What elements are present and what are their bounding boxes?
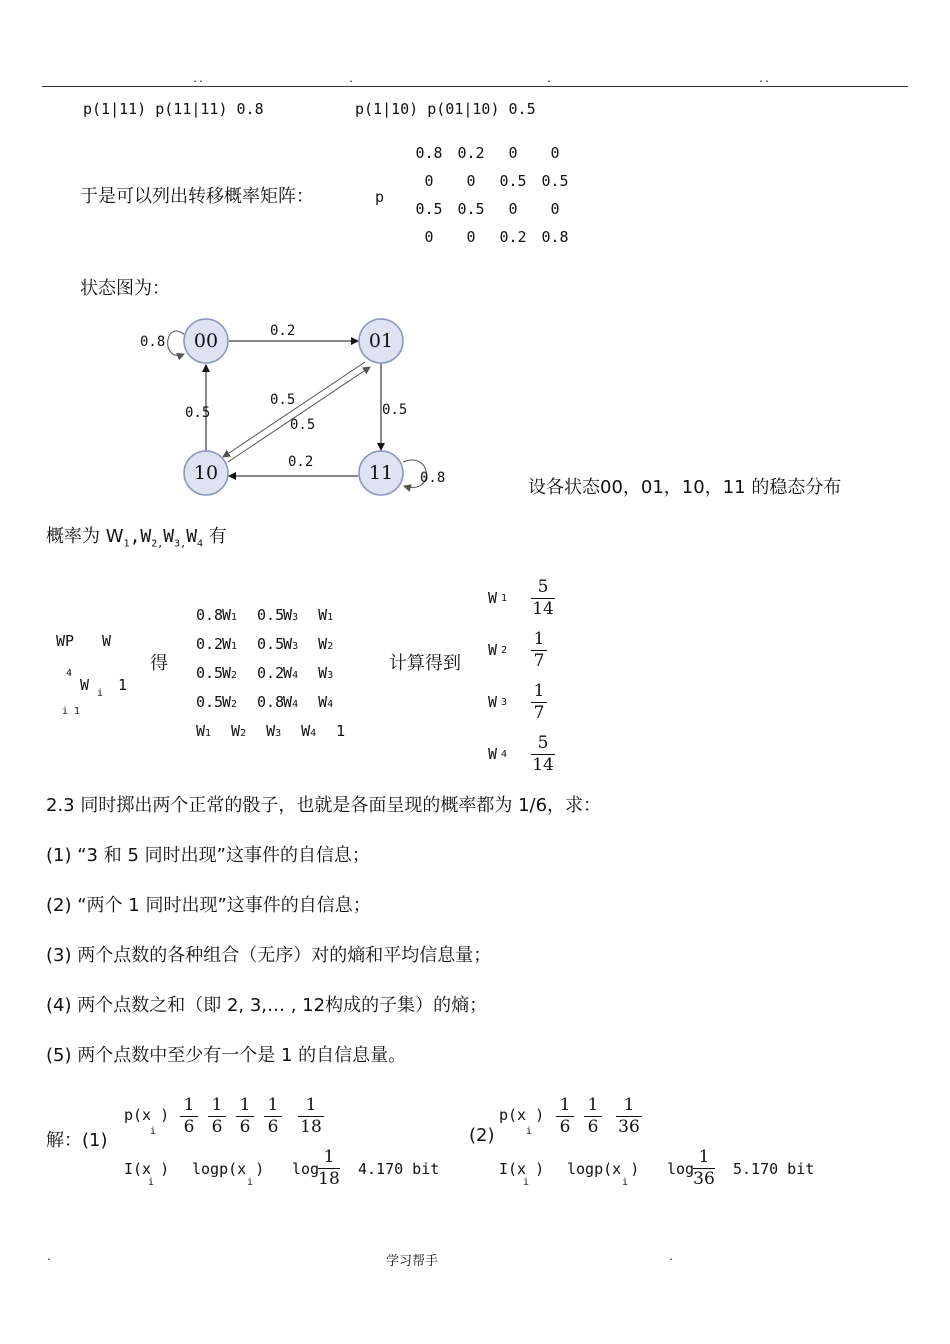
coef: 0.5 bbox=[196, 693, 224, 711]
var: W bbox=[231, 722, 241, 740]
var: W bbox=[196, 722, 206, 740]
prob-text: 概率为 W bbox=[46, 526, 124, 547]
denominator: 6 bbox=[183, 1117, 195, 1137]
footer-right-mark: . bbox=[668, 1252, 675, 1263]
result-row bbox=[488, 624, 555, 676]
denominator: 6 bbox=[587, 1117, 599, 1137]
matrix-cell: 0.5 bbox=[415, 200, 443, 218]
var-sub: 2 bbox=[240, 728, 247, 739]
sol2-log2: log bbox=[667, 1160, 695, 1178]
footer-left-mark: . bbox=[46, 1252, 53, 1263]
sol1-px: p(x ) bbox=[124, 1106, 170, 1124]
transition-matrix bbox=[408, 144, 576, 246]
edge-01-10 bbox=[223, 362, 365, 457]
matrix-symbol: p bbox=[375, 188, 385, 206]
equation-system bbox=[196, 602, 345, 747]
header-rule bbox=[42, 86, 908, 87]
problem-item-5: (5) 两个点数中至少有一个是 1 的自信息量。 bbox=[46, 1045, 407, 1066]
sol1-log-fraction bbox=[318, 1148, 340, 1189]
solution-label: 解：(1) bbox=[46, 1130, 108, 1151]
fraction bbox=[264, 1096, 282, 1137]
matrix-cell: 0 bbox=[466, 172, 476, 190]
matrix-cell: 0 bbox=[424, 228, 434, 246]
fraction bbox=[616, 1096, 642, 1137]
var: W bbox=[283, 635, 293, 653]
w2-sub: 2, bbox=[151, 538, 164, 550]
header-mark-2: . bbox=[348, 74, 355, 85]
label-01-11: 0.5 bbox=[382, 402, 408, 418]
numerator: 1 bbox=[305, 1095, 317, 1115]
fraction bbox=[298, 1096, 324, 1137]
result-fraction bbox=[531, 630, 547, 671]
sol1-value: 4.170 bit bbox=[358, 1160, 440, 1178]
var-sub: 1 bbox=[231, 641, 238, 652]
label-self-11: 0.8 bbox=[420, 470, 446, 486]
rhs-sub: 3 bbox=[327, 670, 334, 681]
var: W bbox=[222, 606, 232, 624]
equation-row-sum bbox=[196, 718, 345, 747]
var-sub: 1 bbox=[231, 612, 238, 623]
numerator: 1 bbox=[211, 1095, 223, 1115]
problem-item-1: (1) “3 和 5 同时出现”这事件的自信息； bbox=[46, 845, 370, 866]
fraction bbox=[180, 1096, 198, 1137]
matrix-cell: 0.5 bbox=[541, 172, 569, 190]
header-mark-3: . bbox=[546, 74, 553, 85]
var: W bbox=[266, 722, 276, 740]
state-diagram bbox=[120, 310, 460, 510]
label-00-01: 0.2 bbox=[270, 323, 296, 339]
w3: W bbox=[163, 526, 175, 547]
rhs-sub: 4 bbox=[327, 699, 334, 710]
problem-title: 2.3 同时掷出两个正常的骰子，也就是各面呈现的概率都为 1/6，求： bbox=[46, 795, 602, 816]
sol2-fractions bbox=[556, 1096, 642, 1137]
matrix-cell: 0.2 bbox=[499, 228, 527, 246]
matrix-cell: 0 bbox=[508, 200, 518, 218]
sol2-log-fraction bbox=[693, 1148, 715, 1189]
w3-sub: 3, bbox=[174, 538, 187, 550]
numerator: 1 bbox=[698, 1147, 710, 1167]
sum-one: 1 bbox=[118, 676, 128, 694]
rhs-sub: 1 bbox=[327, 612, 334, 623]
w1-sub: 1 bbox=[123, 538, 130, 550]
numerator: 1 bbox=[623, 1095, 635, 1115]
denominator: 14 bbox=[532, 598, 554, 619]
result-sub: 4 bbox=[501, 748, 508, 760]
fraction bbox=[208, 1096, 226, 1137]
sol1-ix-sub: i bbox=[148, 1177, 155, 1188]
denominator: 6 bbox=[559, 1117, 571, 1137]
result-var: W bbox=[488, 641, 498, 659]
sol2-log: logp(x ) bbox=[567, 1160, 640, 1178]
sum-w-sub: i bbox=[97, 688, 104, 699]
var-sub: 1 bbox=[205, 728, 212, 739]
sol2-log-sub: i bbox=[622, 1177, 629, 1188]
coef: 0.5 bbox=[196, 664, 224, 682]
denominator: 18 bbox=[318, 1169, 340, 1189]
sol1-log-sub: i bbox=[247, 1177, 254, 1188]
coef: 0.2 bbox=[257, 664, 285, 682]
matrix-cell: 0.8 bbox=[415, 144, 443, 162]
result-sub: 2 bbox=[501, 644, 508, 656]
denominator: 36 bbox=[693, 1169, 715, 1189]
denominator: 18 bbox=[300, 1117, 322, 1137]
sol1-px-sub: i bbox=[150, 1126, 157, 1137]
sol1-fractions bbox=[180, 1096, 324, 1137]
label-self-00: 0.8 bbox=[140, 334, 166, 350]
rhs-sub: 2 bbox=[327, 641, 334, 652]
problem-item-3: (3) 两个点数的各种组合（无序）对的熵和平均信息量； bbox=[46, 945, 492, 966]
rhs: W bbox=[318, 664, 328, 682]
var: W bbox=[283, 606, 293, 624]
var-sub: 4 bbox=[310, 728, 317, 739]
fraction bbox=[236, 1096, 254, 1137]
coef: 0.8 bbox=[257, 693, 285, 711]
numerator: 5 bbox=[537, 576, 549, 597]
label-10-01: 0.5 bbox=[290, 417, 316, 433]
fraction bbox=[584, 1096, 602, 1137]
result-var: W bbox=[488, 745, 498, 763]
var: W bbox=[222, 664, 232, 682]
numerator: 1 bbox=[267, 1095, 279, 1115]
matrix-cell: 0.8 bbox=[541, 228, 569, 246]
result-row bbox=[488, 572, 555, 624]
w4: W bbox=[186, 526, 198, 547]
label-11-10: 0.2 bbox=[288, 454, 314, 470]
denominator: 7 bbox=[533, 702, 545, 723]
w4-sub: 4 bbox=[197, 538, 204, 550]
numerator: 1 bbox=[559, 1095, 571, 1115]
var: W bbox=[301, 722, 311, 740]
de-text: 得 bbox=[150, 653, 168, 674]
result-var: W bbox=[488, 693, 498, 711]
steady-state-text: 设各状态00，01，10，11 的稳态分布 bbox=[528, 477, 842, 498]
header-mark-1: .. bbox=[192, 74, 205, 85]
result-fraction bbox=[531, 734, 555, 775]
result-sub: 1 bbox=[501, 592, 508, 604]
matrix-cell: 0 bbox=[550, 144, 560, 162]
sum-sup: 4 bbox=[66, 668, 73, 679]
numerator: 1 bbox=[323, 1147, 335, 1167]
matrix-cell: 0.5 bbox=[457, 200, 485, 218]
var-sub: 4 bbox=[292, 670, 299, 681]
eq-wp: WP bbox=[56, 632, 75, 650]
eq-w: W bbox=[102, 632, 112, 650]
var: W bbox=[222, 635, 232, 653]
sol2-px-sub: i bbox=[526, 1126, 533, 1137]
matrix-cell: 0 bbox=[466, 228, 476, 246]
rhs: W bbox=[318, 693, 328, 711]
denominator: 36 bbox=[618, 1117, 640, 1137]
sol2-value: 5.170 bit bbox=[733, 1160, 815, 1178]
steady-results bbox=[488, 572, 555, 780]
fraction bbox=[556, 1096, 574, 1137]
matrix-cell: 0.5 bbox=[499, 172, 527, 190]
result-fraction bbox=[531, 682, 547, 723]
matrix-cell: 0 bbox=[508, 144, 518, 162]
sol2-ix: I(x ) bbox=[499, 1160, 545, 1178]
header-mark-4: .. bbox=[758, 74, 771, 85]
sol2-px: p(x ) bbox=[499, 1106, 545, 1124]
matrix-cell: 0.2 bbox=[457, 144, 485, 162]
var: W bbox=[222, 693, 232, 711]
footer-center-text: 学习帮手 bbox=[386, 1254, 439, 1269]
var-sub: 4 bbox=[292, 699, 299, 710]
sol1-log: logp(x ) bbox=[192, 1160, 265, 1178]
var-sub: 2 bbox=[231, 699, 238, 710]
node-label-01: 01 bbox=[368, 330, 394, 352]
rhs: 1 bbox=[336, 722, 346, 740]
numerator: 1 bbox=[533, 628, 545, 649]
numerator: 1 bbox=[533, 680, 545, 701]
sol2-ix-sub: i bbox=[523, 1177, 530, 1188]
edge-10-01 bbox=[228, 367, 370, 462]
state-diagram-label: 状态图为： bbox=[80, 278, 170, 299]
result-var: W bbox=[488, 589, 498, 607]
equation-row bbox=[196, 631, 345, 660]
sum-index: i 1 bbox=[62, 706, 81, 717]
var: W bbox=[283, 664, 293, 682]
numerator: 5 bbox=[537, 732, 549, 753]
computed-text: 计算得到 bbox=[389, 653, 461, 674]
matrix-cell: 0 bbox=[424, 172, 434, 190]
result-fraction bbox=[531, 578, 555, 619]
sol1-ix: I(x ) bbox=[124, 1160, 170, 1178]
denominator: 6 bbox=[239, 1117, 251, 1137]
label-01-10: 0.5 bbox=[270, 392, 296, 408]
equation-row bbox=[196, 660, 345, 689]
problem-item-2: (2) “两个 1 同时出现”这事件的自信息； bbox=[46, 895, 371, 916]
sum-w: W bbox=[80, 676, 90, 694]
coef: 0.2 bbox=[196, 635, 224, 653]
node-label-00: 00 bbox=[193, 330, 219, 352]
var: W bbox=[283, 693, 293, 711]
transition-prob-left: p(1|11) p(11|11) 0.8 bbox=[83, 100, 264, 118]
matrix-label: 于是可以列出转移概率矩阵： bbox=[80, 186, 314, 207]
var-sub: 3 bbox=[292, 612, 299, 623]
rhs: W bbox=[318, 606, 328, 624]
result-row bbox=[488, 676, 555, 728]
denominator: 6 bbox=[267, 1117, 279, 1137]
coef: 0.8 bbox=[196, 606, 224, 624]
steady-state-probabilities bbox=[46, 522, 227, 550]
numerator: 1 bbox=[587, 1095, 599, 1115]
numerator: 1 bbox=[239, 1095, 251, 1115]
w2: ,W bbox=[129, 526, 152, 547]
node-label-10: 10 bbox=[193, 462, 219, 484]
you-text: 有 bbox=[203, 526, 227, 547]
equation-row bbox=[196, 602, 345, 631]
result-sub: 3 bbox=[501, 696, 508, 708]
rhs: W bbox=[318, 635, 328, 653]
denominator: 6 bbox=[211, 1117, 223, 1137]
matrix-cell: 0 bbox=[550, 200, 560, 218]
coef: 0.5 bbox=[257, 606, 285, 624]
self-loop-00 bbox=[168, 331, 186, 355]
solution-label-2: (2) bbox=[469, 1125, 495, 1146]
equation-row bbox=[196, 689, 345, 718]
result-row bbox=[488, 728, 555, 780]
denominator: 7 bbox=[533, 650, 545, 671]
var-sub: 2 bbox=[231, 670, 238, 681]
coef: 0.5 bbox=[257, 635, 285, 653]
label-10-00: 0.5 bbox=[185, 405, 211, 421]
numerator: 1 bbox=[183, 1095, 195, 1115]
problem-item-4: (4) 两个点数之和（即 2, 3,… , 12构成的子集）的熵； bbox=[46, 995, 488, 1016]
transition-prob-right: p(1|10) p(01|10) 0.5 bbox=[355, 100, 536, 118]
var-sub: 3 bbox=[275, 728, 282, 739]
denominator: 14 bbox=[532, 754, 554, 775]
node-label-11: 11 bbox=[368, 462, 394, 484]
sol1-log2: log bbox=[292, 1160, 320, 1178]
var-sub: 3 bbox=[292, 641, 299, 652]
